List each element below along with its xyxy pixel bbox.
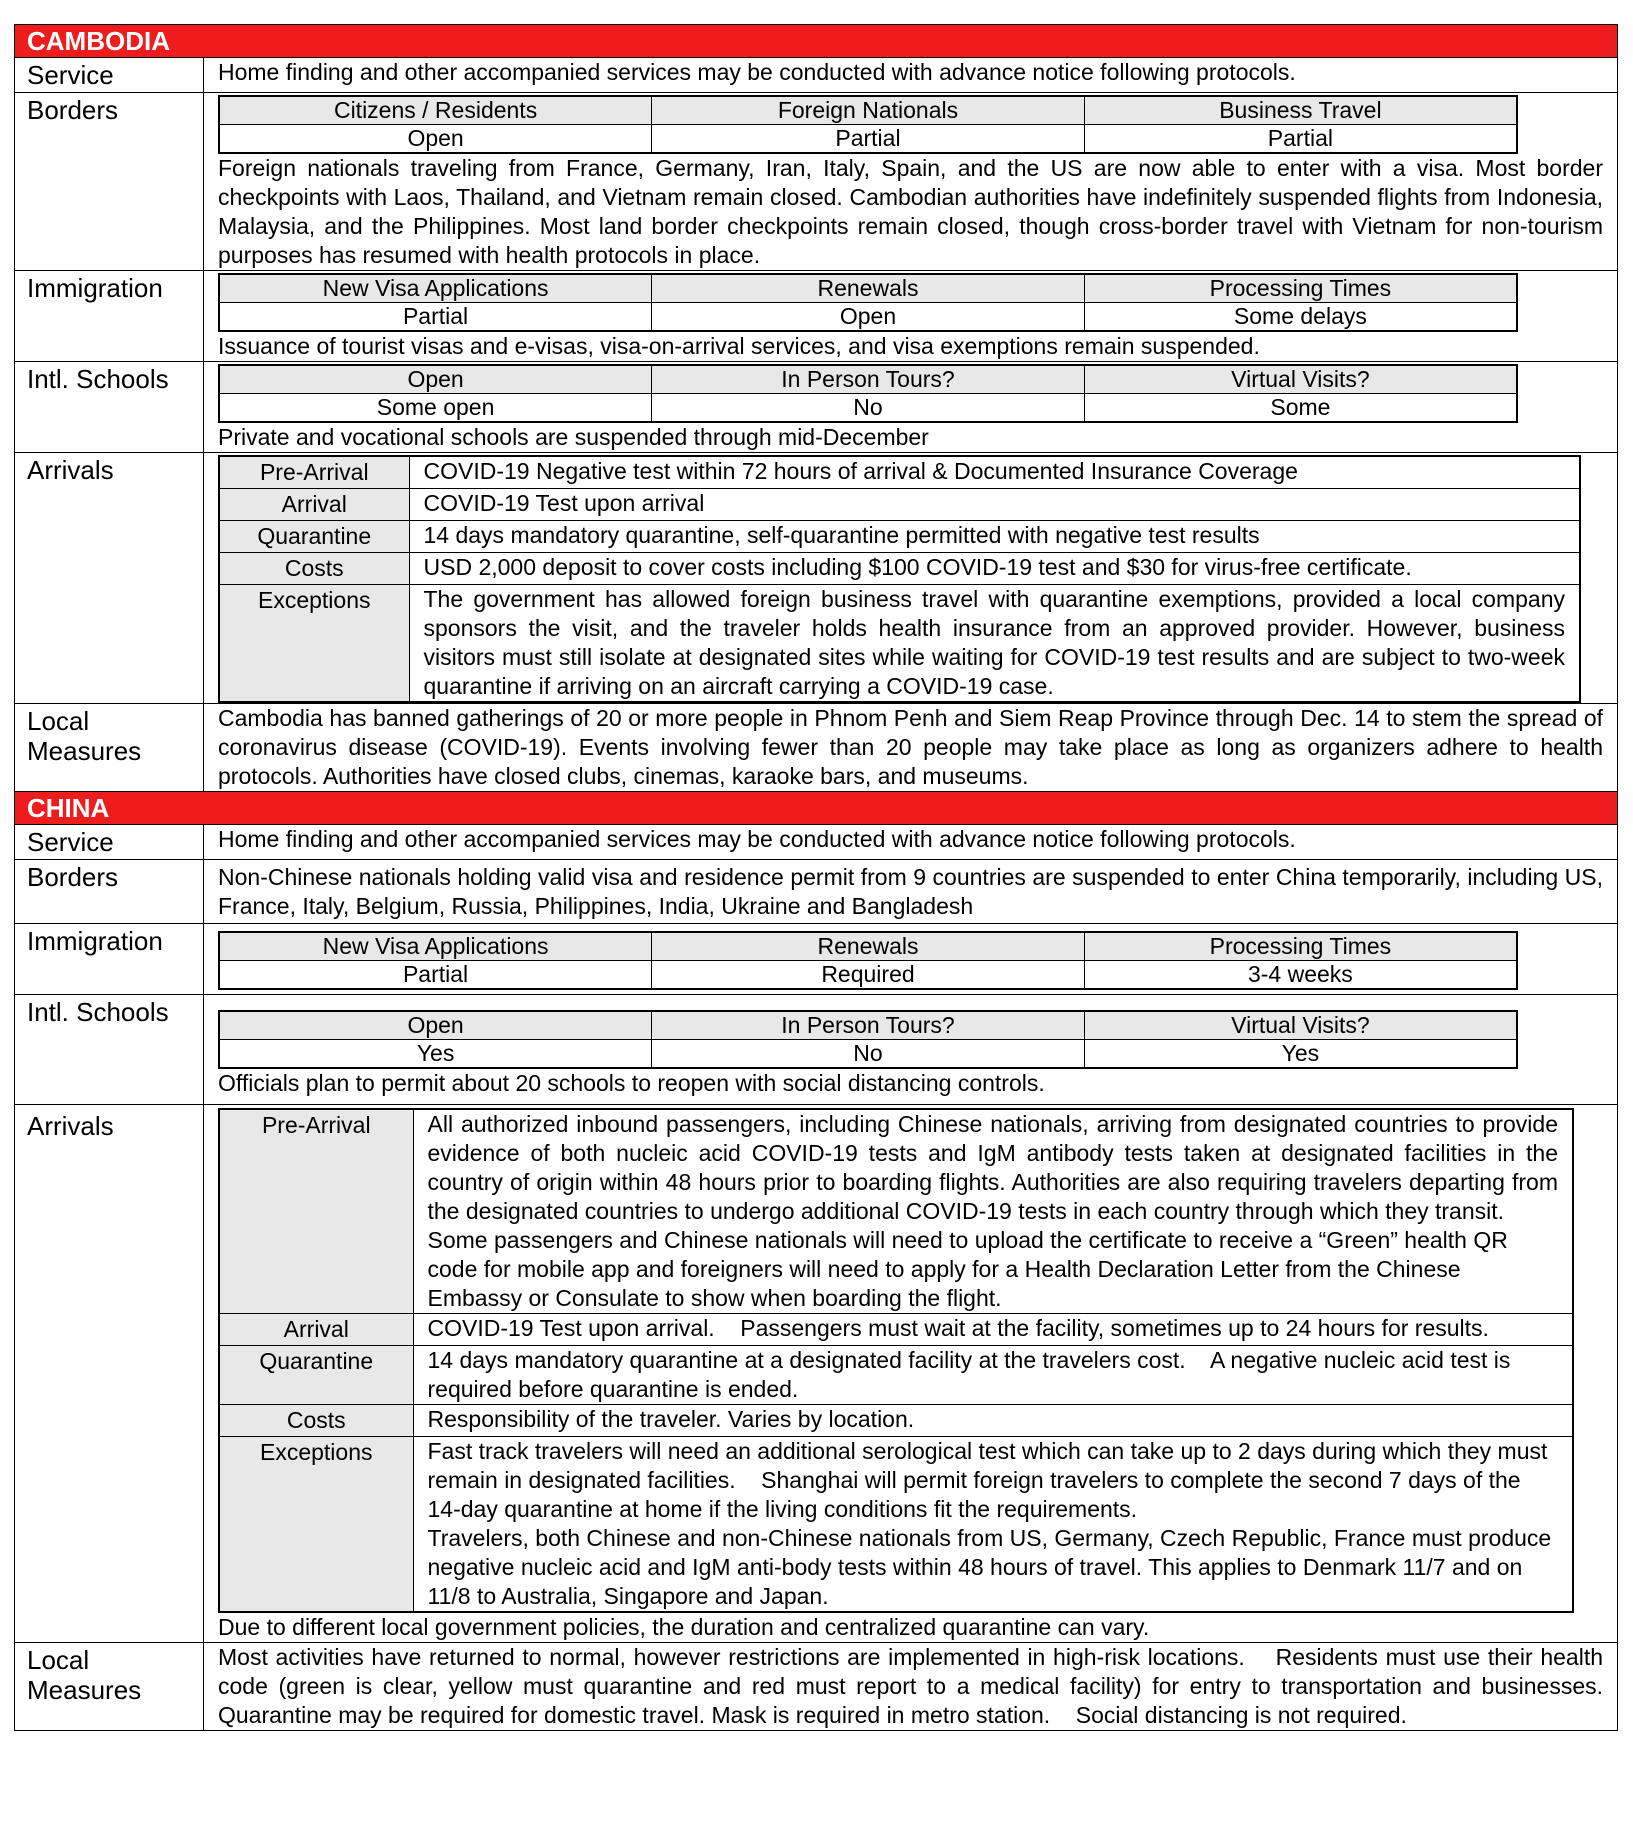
arrival-row bbox=[219, 489, 1580, 521]
arrival-key: Quarantine bbox=[219, 521, 409, 553]
column-header: Foreign Nationals bbox=[652, 96, 1085, 125]
status-value: Some open bbox=[219, 394, 652, 423]
arrival-value: 14 days mandatory quarantine at a designated facility at the travelers cost. A negative nucleic acid test is required before quarantine is ended. bbox=[413, 1346, 1573, 1405]
page bbox=[14, 24, 1618, 1731]
arrival-row bbox=[219, 1405, 1573, 1437]
schools-status-table bbox=[218, 364, 1518, 423]
schools-notes: Private and vocational schools are suspended through mid-December bbox=[218, 424, 929, 450]
row-label: Local Measures bbox=[15, 1643, 204, 1731]
arrival-value-extra: Travelers, both Chinese and non-Chinese nationals from US, Germany, Czech Republic, France must produce negative nucleic acid and IgM anti-body tests within 48 hours of travel. This applies to Denmark 11/7 and on 11/8 to Australia, Singapore and Japan. bbox=[427, 1525, 1552, 1609]
column-header: Citizens / Residents bbox=[219, 96, 652, 125]
status-value: No bbox=[652, 1040, 1085, 1069]
row-label: Arrivals bbox=[15, 1105, 204, 1643]
arrival-value: Responsibility of the traveler. Varies by location. bbox=[413, 1405, 1573, 1437]
arrival-key: Arrival bbox=[219, 1314, 413, 1346]
column-header: Renewals bbox=[652, 274, 1085, 303]
status-value: 3-4 weeks bbox=[1084, 961, 1517, 990]
row-service bbox=[15, 58, 1618, 93]
immigration-status-table bbox=[218, 931, 1518, 990]
immigration-notes: Issuance of tourist visas and e-visas, visa-on-arrival services, and visa exemptions remain suspended. bbox=[218, 333, 1260, 359]
arrival-row bbox=[219, 1346, 1573, 1405]
arrival-key: Arrival bbox=[219, 489, 409, 521]
arrival-row bbox=[219, 585, 1580, 703]
arrival-row bbox=[219, 553, 1580, 585]
country-header-china bbox=[15, 792, 1618, 825]
status-value: Partial bbox=[219, 961, 652, 990]
status-value: Some delays bbox=[1084, 303, 1517, 332]
arrival-row bbox=[219, 1314, 1573, 1346]
row-borders bbox=[15, 93, 1618, 271]
arrival-row bbox=[219, 456, 1580, 489]
row-arrivals bbox=[15, 453, 1618, 704]
row-intl-schools bbox=[15, 995, 1618, 1105]
status-value: Partial bbox=[652, 125, 1085, 154]
row-immigration bbox=[15, 924, 1618, 995]
row-label: Service bbox=[15, 58, 204, 93]
row-label: Intl. Schools bbox=[15, 362, 204, 453]
borders-notes: Non-Chinese nationals holding valid visa and residence permit from 9 countries are suspended to enter China temporarily, including US, France, Italy, Belgium, Russia, Philippines, India, Ukraine and Bangladesh bbox=[204, 860, 1618, 924]
borders-notes: Foreign nationals traveling from France, Germany, Iran, Italy, Spain, and the US are now able to enter with a visa. Most border checkpoints with Laos, Thailand, and Vietnam remain closed. Cambodian authorities have indefinitely suspended flights from Indonesia, Malaysia, and the Philippines. Most land border checkpoints remain closed, though cross-border travel with Vietnam for non-tourism purposes has resumed with health protocols in place. bbox=[218, 155, 1603, 268]
row-arrivals bbox=[15, 1105, 1618, 1643]
status-value: Yes bbox=[219, 1040, 652, 1069]
arrival-value-extra: Some passengers and Chinese nationals will need to upload the certificate to receive a “Green” health QR code for mobile app and foreigners will need to apply for a Health Declaration Letter from the Chinese Embassy or Consulate to show when boarding the flight. bbox=[427, 1227, 1508, 1311]
column-header: Processing Times bbox=[1084, 274, 1517, 303]
schools-notes: Officials plan to permit about 20 schools to reopen with social distancing controls. bbox=[218, 1070, 1045, 1096]
column-header: Business Travel bbox=[1084, 96, 1517, 125]
borders-status-table bbox=[218, 95, 1518, 154]
arrivals-table bbox=[218, 1108, 1574, 1613]
status-value: Partial bbox=[219, 303, 652, 332]
arrival-value: COVID-19 Test upon arrival bbox=[409, 489, 1580, 521]
arrival-key: Pre-Arrival bbox=[219, 456, 409, 489]
country-header-cambodia bbox=[15, 25, 1618, 58]
row-borders bbox=[15, 860, 1618, 924]
arrival-value: COVID-19 Negative test within 72 hours of arrival & Documented Insurance Coverage bbox=[409, 456, 1580, 489]
arrival-row bbox=[219, 1109, 1573, 1314]
schools-status-table bbox=[218, 1010, 1518, 1069]
status-value: Some bbox=[1084, 394, 1517, 423]
service-text: Home finding and other accompanied services may be conducted with advance notice following protocols. bbox=[204, 825, 1618, 860]
country-name: CAMBODIA bbox=[15, 25, 1618, 58]
arrivals-notes: Due to different local government policies, the duration and centralized quarantine can vary. bbox=[218, 1614, 1150, 1640]
arrival-value: 14 days mandatory quarantine, self-quarantine permitted with negative test results bbox=[409, 521, 1580, 553]
status-value: Partial bbox=[1084, 125, 1517, 154]
row-label: Immigration bbox=[15, 924, 204, 995]
status-value: No bbox=[652, 394, 1085, 423]
row-label: Arrivals bbox=[15, 453, 204, 704]
arrival-key: Exceptions bbox=[219, 1437, 413, 1613]
row-label: Service bbox=[15, 825, 204, 860]
local-measures-text: Most activities have returned to normal, however restrictions are implemented in high-risk locations. Residents must use their health code (green is clear, yellow must quarantine and red must report to a medical facility) for entry to transportation and businesses. Quarantine may be required for domestic travel. Mask is required in metro station. Social distancing is not required. bbox=[204, 1643, 1618, 1731]
arrival-row bbox=[219, 1437, 1573, 1613]
status-value: Yes bbox=[1084, 1040, 1517, 1069]
arrival-value: The government has allowed foreign business travel with quarantine exemptions, provided a local company sponsors the visit, and the traveler holds health insurance from an approved provider. However, business visitors must still isolate at designated sites while waiting for COVID-19 test results and are subject to two-week quarantine if arriving on an aircraft carrying a COVID-19 case. bbox=[409, 585, 1580, 703]
row-local-measures bbox=[15, 704, 1618, 792]
service-text: Home finding and other accompanied services may be conducted with advance notice following protocols. bbox=[204, 58, 1618, 93]
arrival-value: All authorized inbound passengers, including Chinese nationals, arriving from designated countries to provide evidence of both nucleic acid COVID-19 tests and IgM antibody tests taken at designated facilities in the country of origin within 48 hours prior to boarding flights. Authorities are also requiring travelers departing from the designated countries to undergo additional COVID-19 tests in each country through which they transit. bbox=[427, 1111, 1558, 1224]
column-header: Processing Times bbox=[1084, 932, 1517, 961]
row-local-measures bbox=[15, 1643, 1618, 1731]
status-value: Open bbox=[219, 125, 652, 154]
arrival-row bbox=[219, 521, 1580, 553]
column-header: Open bbox=[219, 365, 652, 394]
row-label: Local Measures bbox=[15, 704, 204, 792]
column-header: Open bbox=[219, 1011, 652, 1040]
column-header: Renewals bbox=[652, 932, 1085, 961]
arrival-value: Fast track travelers will need an additional serological test which can take up to 2 days during which they must remain in designated facilities. Shanghai will permit foreign travelers to complete the second 7 days of the 14-day quarantine at home if the living conditions fit the requirements. bbox=[427, 1438, 1554, 1522]
row-label: Intl. Schools bbox=[15, 995, 204, 1105]
arrival-key: Quarantine bbox=[219, 1346, 413, 1405]
column-header: New Visa Applications bbox=[219, 932, 652, 961]
immigration-status-table bbox=[218, 273, 1518, 332]
column-header: Virtual Visits? bbox=[1084, 365, 1517, 394]
column-header: New Visa Applications bbox=[219, 274, 652, 303]
travel-status-table bbox=[14, 24, 1618, 1731]
country-name: CHINA bbox=[15, 792, 1618, 825]
status-value: Open bbox=[652, 303, 1085, 332]
row-service bbox=[15, 825, 1618, 860]
local-measures-text: Cambodia has banned gatherings of 20 or more people in Phnom Penh and Siem Reap Province through Dec. 14 to stem the spread of coronavirus disease (COVID-19). Events involving fewer than 20 people may take place as long as organizers adhere to health protocols. Authorities have closed clubs, cinemas, karaoke bars, and museums. bbox=[204, 704, 1618, 792]
row-label: Borders bbox=[15, 93, 204, 271]
arrival-value: COVID-19 Test upon arrival. Passengers must wait at the facility, sometimes up to 24 hours for results. bbox=[413, 1314, 1573, 1346]
status-value: Required bbox=[652, 961, 1085, 990]
row-immigration bbox=[15, 271, 1618, 362]
arrivals-table bbox=[218, 455, 1581, 703]
arrival-key: Costs bbox=[219, 553, 409, 585]
arrival-key: Exceptions bbox=[219, 585, 409, 703]
column-header: Virtual Visits? bbox=[1084, 1011, 1517, 1040]
row-label: Borders bbox=[15, 860, 204, 924]
arrival-value: USD 2,000 deposit to cover costs including $100 COVID-19 test and $30 for virus-free certificate. bbox=[409, 553, 1580, 585]
arrival-key: Costs bbox=[219, 1405, 413, 1437]
row-intl-schools bbox=[15, 362, 1618, 453]
row-label: Immigration bbox=[15, 271, 204, 362]
column-header: In Person Tours? bbox=[652, 1011, 1085, 1040]
arrival-key: Pre-Arrival bbox=[219, 1109, 413, 1314]
column-header: In Person Tours? bbox=[652, 365, 1085, 394]
